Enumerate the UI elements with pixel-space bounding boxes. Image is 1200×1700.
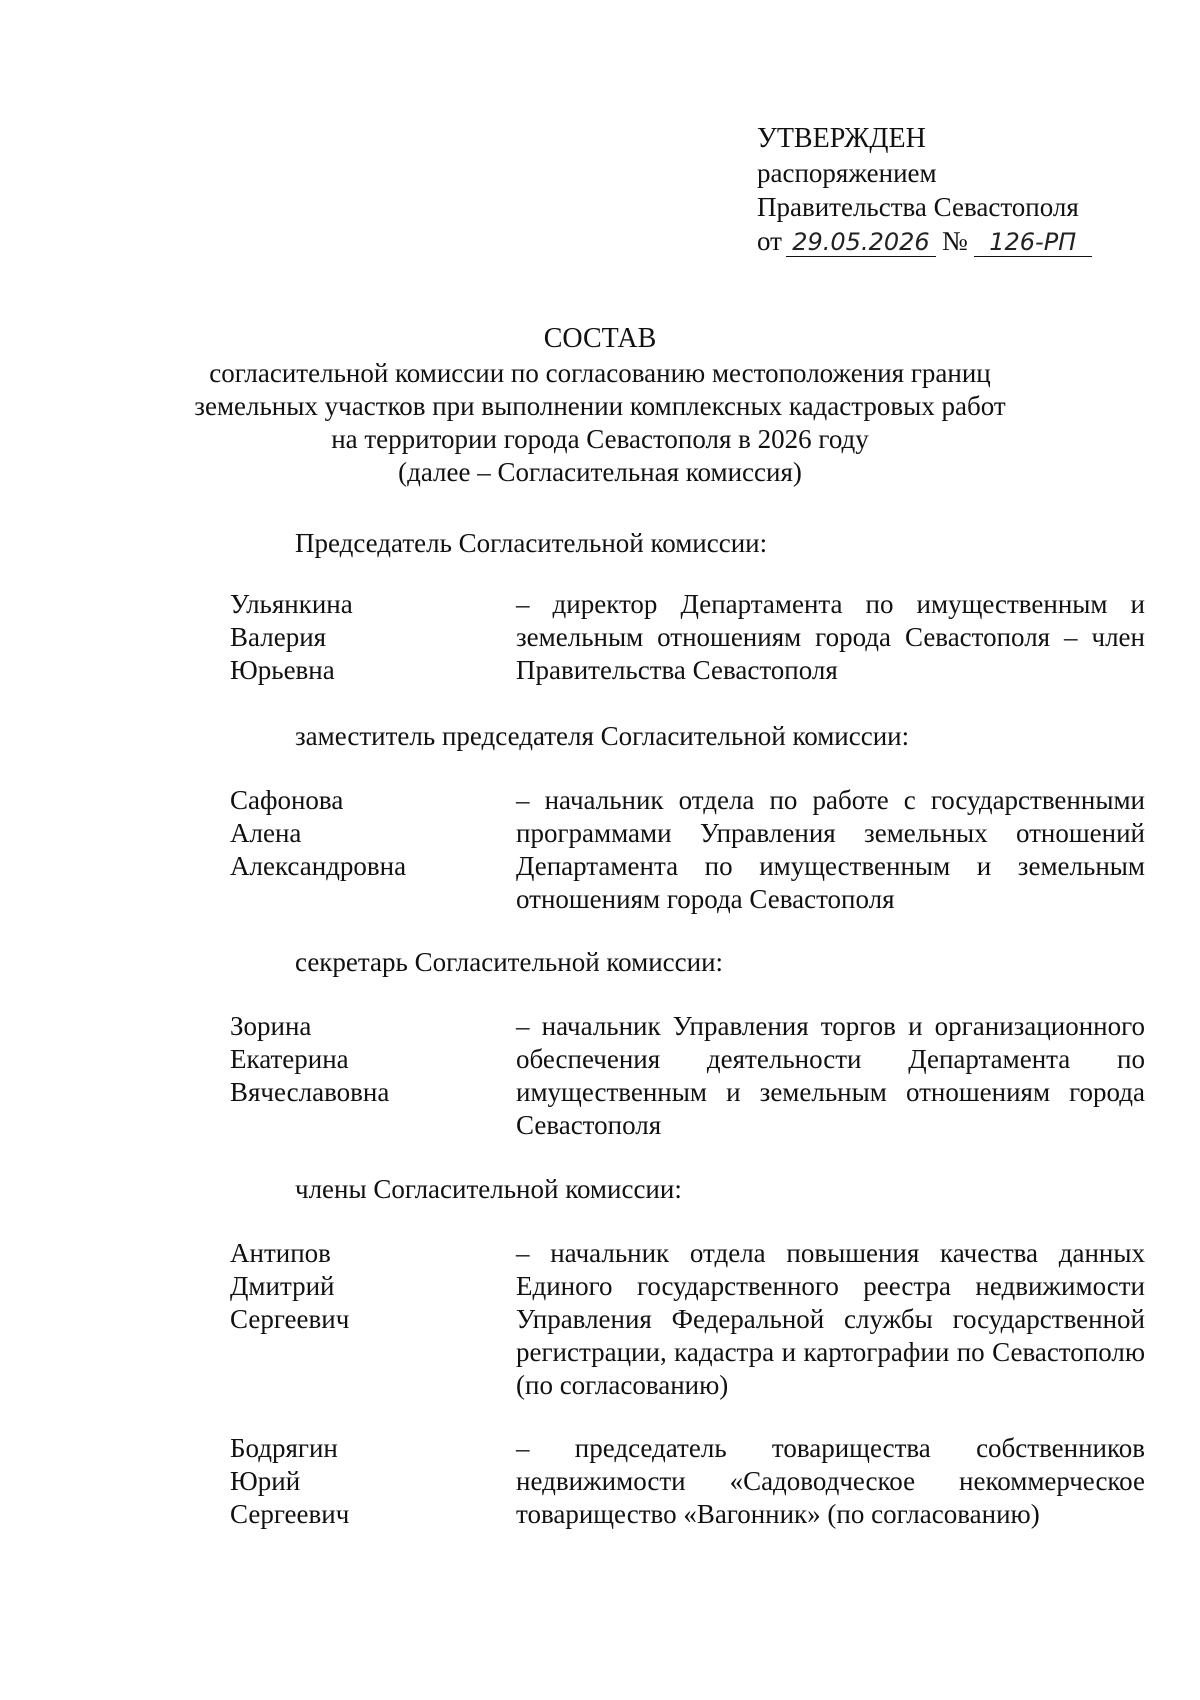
approval-line-1: распоряжением xyxy=(757,158,937,188)
member-surname: Сафонова xyxy=(230,785,344,815)
approval-title: УТВЕРЖДЕН xyxy=(757,123,926,154)
member-patronymic: Юрьевна xyxy=(230,655,335,685)
member-patronymic: Вячеславовна xyxy=(230,1077,390,1107)
member-position: – председатель товарищества собственников недвижимости «Садоводческое некоммерческое товарищество «Вагонник» (по согласованию) xyxy=(516,1433,1145,1529)
approval-line-2: Правительства Севастополя xyxy=(757,192,1079,222)
member-name xyxy=(230,1432,490,1531)
member-name xyxy=(230,1010,490,1109)
approval-dateline xyxy=(757,224,1092,258)
number-sign: № xyxy=(941,226,968,256)
member-position: – директор Департамента по имущественным и земельным отношениям города Севастополя – член Правительства Севастополя xyxy=(516,589,1145,685)
section-heading-members: члены Согласительной комиссии: xyxy=(295,1174,682,1204)
member-name xyxy=(230,1237,490,1336)
approval-stamp xyxy=(757,122,1092,258)
member-surname: Бодрягин xyxy=(230,1433,338,1463)
heading-line-2: земельных участков при выполнении комплексных кадастровых работ xyxy=(194,391,1006,421)
member-first-name: Дмитрий xyxy=(230,1271,335,1301)
member-position: – начальник отдела повышения качества данных Единого государственного реестра недвижимости Управления Федеральной службы государственной регистрации, кадастра и картографии по Севастополю (по согласованию) xyxy=(516,1238,1145,1400)
handwritten-date: 29.05.2026 xyxy=(786,228,936,257)
member-position: – начальник Управления торгов и организационного обеспечения деятельности Департамента по имущественным и земельным отношениям города Севастополя xyxy=(516,1011,1145,1140)
section-heading-deputy: заместитель председателя Согласительной комиссии: xyxy=(295,721,910,751)
member-name xyxy=(230,784,490,883)
heading-line-3: на территории города Севастополя в 2026 году xyxy=(331,424,869,454)
member-surname: Ульянкина xyxy=(230,589,353,619)
handwritten-number: 126-РП xyxy=(974,228,1092,257)
document-heading xyxy=(0,322,1200,489)
member-first-name: Екатерина xyxy=(230,1044,349,1074)
member-first-name: Алена xyxy=(230,818,302,848)
date-prefix: от xyxy=(757,226,782,256)
member-surname: Зорина xyxy=(230,1011,312,1041)
member-first-name: Юрий xyxy=(230,1466,301,1496)
member-position: – начальник отдела по работе с государственными программами Управления земельных отношений Департамента по имущественным и земельным отношениям города Севастополя xyxy=(516,785,1145,914)
heading-line-4: (далее – Согласительная комиссия) xyxy=(398,457,802,487)
member-name xyxy=(230,588,490,687)
heading-line-1: согласительной комиссии по согласованию местоположения границ xyxy=(209,358,991,388)
member-patronymic: Александровна xyxy=(230,851,407,881)
member-patronymic: Сергеевич xyxy=(230,1499,350,1529)
section-heading-secretary: секретарь Согласительной комиссии: xyxy=(295,947,724,977)
member-first-name: Валерия xyxy=(230,622,327,652)
member-patronymic: Сергеевич xyxy=(230,1304,350,1334)
document-title: СОСТАВ xyxy=(543,323,657,354)
member-surname: Антипов xyxy=(230,1238,331,1268)
section-heading-chairman: Председатель Согласительной комиссии: xyxy=(295,528,768,558)
